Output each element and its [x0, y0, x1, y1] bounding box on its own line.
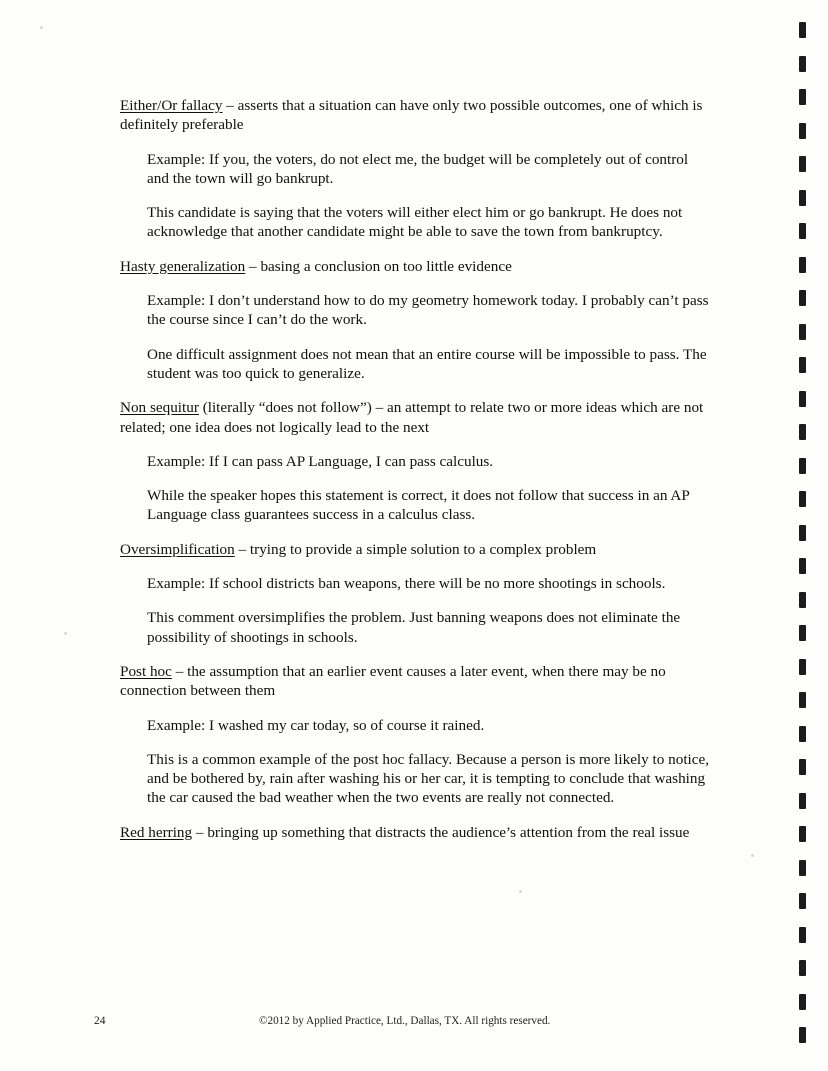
scan-speck [519, 890, 522, 893]
term-definition: – asserts that a situation can have only two possible outcomes, one of which is definitely preferable [120, 97, 703, 134]
term-example: Example: I washed my car today, so of course it rained. [147, 716, 485, 734]
binding-hole [799, 257, 806, 273]
fallacy-entry [120, 398, 710, 524]
fallacy-entry [120, 823, 710, 842]
term-definition: – basing a conclusion on too little evidence [245, 257, 512, 275]
fallacy-entry [120, 540, 710, 647]
term-explanation: This comment oversimplifies the problem. Just banning weapons does not eliminate the possibility of shootings in schools. [147, 609, 681, 646]
binding-hole [799, 625, 806, 641]
binding-hole [799, 793, 806, 809]
binding-hole [799, 491, 806, 507]
page-number: 24 [94, 1015, 106, 1027]
term-explanation: This is a common example of the post hoc fallacy. Because a person is more likely to notice, and be bothered by, rain after washing his or her car, it is tempting to conclude that washing the car caused the bad weather when the two events are really not connected. [147, 750, 710, 807]
binding-hole [799, 525, 806, 541]
term-headline [120, 823, 710, 842]
binding-hole [799, 927, 806, 943]
term-definition: (literally “does not follow”) – an attempt to relate two or more ideas which are not related; one idea does not logically lead to the next [120, 399, 704, 436]
fallacy-entry [120, 662, 710, 808]
binding-hole [799, 89, 806, 105]
binding-hole [799, 190, 806, 206]
term-name: Post hoc [120, 662, 172, 680]
binding-hole [799, 290, 806, 306]
binding-hole [799, 1027, 806, 1043]
term-name: Red herring [120, 823, 193, 841]
binding-hole [799, 860, 806, 876]
term-example: Example: If I can pass AP Language, I can pass calculus. [147, 452, 494, 470]
binding-hole [799, 56, 806, 72]
term-definition: – the assumption that an earlier event causes a later event, when there may be no connection between them [120, 662, 666, 700]
term-headline [120, 398, 710, 437]
binding-hole [799, 826, 806, 842]
binding-hole [799, 123, 806, 139]
document-body [120, 96, 710, 857]
term-headline [120, 96, 710, 135]
binding-hole [799, 558, 806, 574]
copyright-notice: ©2012 by Applied Practice, Ltd., Dallas, TX. All rights reserved. [259, 1015, 551, 1027]
term-headline [120, 662, 710, 701]
term-example: Example: If school districts ban weapons, there will be no more shootings in schools. [147, 575, 666, 593]
binding-hole [799, 458, 806, 474]
binding-hole [799, 424, 806, 440]
term-name: Hasty generalization [120, 257, 246, 275]
term-headline [120, 540, 710, 559]
term-example: Example: If you, the voters, do not elect me, the budget will be completely out of control and the town will go bankrupt. [147, 150, 689, 187]
term-name: Either/Or fallacy [120, 97, 223, 114]
binding-hole [799, 659, 806, 675]
scan-speck [751, 854, 754, 857]
binding-hole [799, 223, 806, 239]
scan-speck [40, 26, 43, 29]
binding-hole [799, 692, 806, 708]
term-explanation: One difficult assignment does not mean that an entire course will be impossible to pass. The student was too quick to generalize. [147, 345, 707, 382]
binding-hole [799, 357, 806, 373]
spiral-binding-holes [784, 0, 828, 1071]
binding-hole [799, 391, 806, 407]
term-name: Non sequitur [120, 399, 199, 417]
scan-speck [64, 632, 67, 635]
term-name: Oversimplification [120, 540, 235, 558]
binding-hole [799, 22, 806, 38]
term-definition: – bringing up something that distracts the audience’s attention from the real issue [192, 823, 690, 841]
binding-hole [799, 759, 806, 775]
term-explanation: This candidate is saying that the voters will either elect him or go bankrupt. He does not acknowledge that another candidate might be able to save the town from bankruptcy. [147, 204, 683, 241]
binding-hole [799, 994, 806, 1010]
fallacy-entry [120, 96, 710, 242]
term-explanation: While the speaker hopes this statement is correct, it does not follow that success in an AP Language class guarantees success in a calculus class. [147, 487, 690, 524]
fallacy-entry [120, 257, 710, 383]
term-headline [120, 257, 710, 276]
binding-hole [799, 960, 806, 976]
binding-hole [799, 893, 806, 909]
binding-hole [799, 592, 806, 608]
binding-hole [799, 324, 806, 340]
binding-hole [799, 726, 806, 742]
term-definition: – trying to provide a simple solution to a complex problem [234, 540, 597, 558]
term-example: Example: I don’t understand how to do my geometry homework today. I probably can’t pass the course since I can’t do the work. [147, 292, 709, 329]
binding-hole [799, 156, 806, 172]
